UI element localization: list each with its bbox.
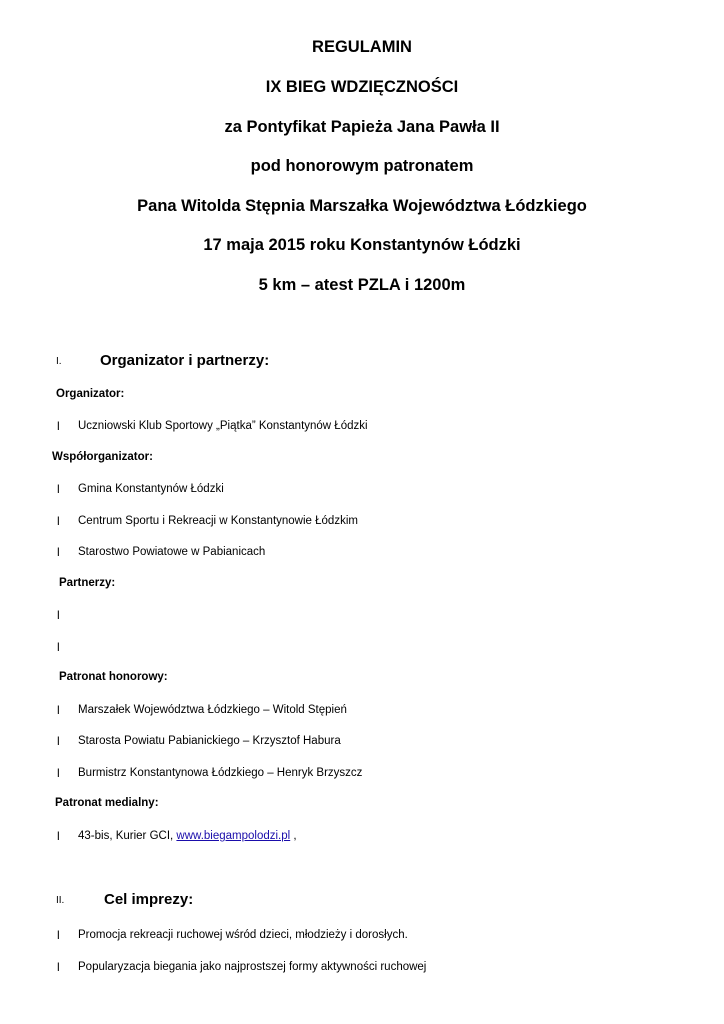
list-item-text: Centrum Sportu i Rekreacji w Konstantynowie Łódzkim [78,515,358,527]
media-partners-suffix: , [290,830,297,842]
list-item-text: Starostwo Powiatowe w Pabianicach [78,546,266,558]
title-line-patron-name: Pana Witolda Stępnia Marszałka Województwa Łódzkiego [137,197,587,215]
section-number: I. [56,356,62,367]
title-line-date-place: 17 maja 2015 roku Konstantynów Łódzki [203,236,521,254]
title-line-patronage: pod honorowym patronatem [250,157,474,175]
bullet-icon: l [57,640,60,654]
list-item-text: Popularyzacja biegania jako najprostszej formy aktywności ruchowej [78,961,427,973]
title-line-regulamin: REGULAMIN [312,38,412,56]
list-item-text: Starosta Powiatu Pabianickiego – Krzysztof Habura [78,735,341,747]
media-partners-text: 43-bis, Kurier GCI, [78,830,177,842]
list-item-text: Burmistrz Konstantynowa Łódzkiego – Henryk Brzyszcz [78,767,363,779]
list-item-text: Marszałek Województwa Łódzkiego – Witold Stępień [78,704,347,716]
bullet-icon: l [57,545,60,559]
media-patronage-label: Patronat medialny: [55,797,159,809]
bullet-icon: l [57,482,60,496]
title-line-distance: 5 km – atest PZLA i 1200m [258,276,466,294]
bullet-icon: l [57,928,60,942]
title-line-event-name: IX BIEG WDZIĘCZNOŚCI [265,78,459,96]
partners-label: Partnerzy: [59,577,116,589]
section-number: II. [56,895,65,906]
list-item-text [78,829,297,843]
list-item-text: Gmina Konstantynów Łódzki [78,483,224,495]
bullet-icon: l [57,734,60,748]
honorary-patronage-label: Patronat honorowy: [59,671,168,683]
bullet-icon: l [57,960,60,974]
coorganizer-label: Współorganizator: [52,451,153,463]
title-line-dedication: za Pontyfikat Papieża Jana Pawła II [224,118,500,136]
list-item-text: Uczniowski Klub Sportowy „Piątka” Konstantynów Łódzki [78,420,368,432]
bullet-icon: l [57,608,60,622]
section-title: Organizator i partnerzy: [100,352,270,369]
list-item-text: Promocja rekreacji ruchowej wśród dzieci, młodzieży i dorosłych. [78,929,408,941]
website-link[interactable]: www.biegampolodzi.pl [176,830,291,842]
organizer-label: Organizator: [56,388,125,400]
bullet-icon: l [57,514,60,528]
bullet-icon: l [57,766,60,780]
bullet-icon: l [57,703,60,717]
section-title: Cel imprezy: [104,891,194,908]
bullet-icon: l [57,829,60,843]
bullet-icon: l [57,419,60,433]
